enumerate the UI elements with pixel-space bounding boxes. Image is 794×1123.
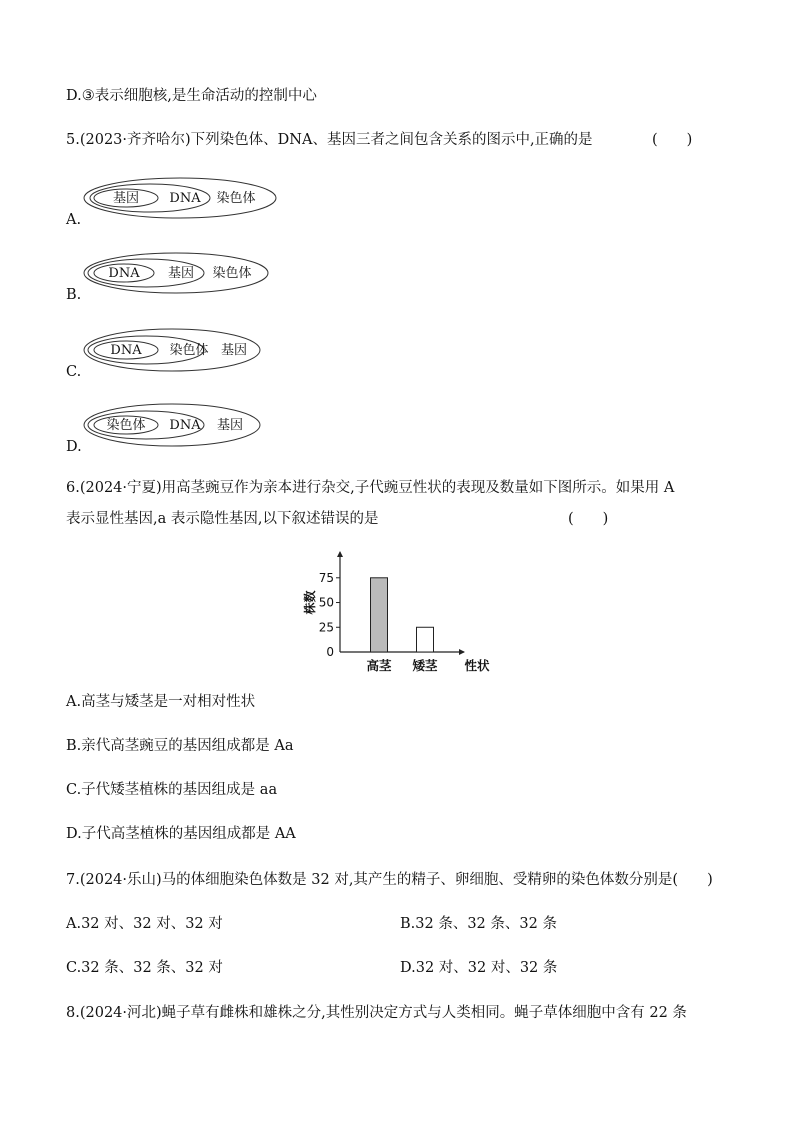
q5-option-d-letter[interactable]: D. bbox=[66, 439, 82, 455]
q5a-outer-label: 染色体 bbox=[216, 191, 256, 206]
q5d-inner-label: 染色体 bbox=[106, 418, 146, 433]
q7-option-d[interactable]: D.32 对、32 对、32 条 bbox=[400, 960, 558, 976]
q5-diagram-c bbox=[82, 327, 282, 377]
q5c-outer-label: 基因 bbox=[220, 343, 248, 358]
y-tick-label: 75 bbox=[318, 570, 334, 585]
q6-option-a[interactable]: A.高茎与矮茎是一对相对性状 bbox=[66, 694, 256, 710]
q7-option-a[interactable]: A.32 对、32 对、32 对 bbox=[66, 916, 223, 932]
q5-diagram-d bbox=[82, 402, 282, 452]
bar-2 bbox=[417, 627, 434, 652]
q5-diagram-a bbox=[82, 176, 282, 224]
y-tick-label: 0 bbox=[326, 645, 334, 659]
x-axis-label: 性状 bbox=[464, 658, 490, 673]
q6-answer-paren[interactable]: ( ) bbox=[568, 511, 609, 527]
q5b-inner-label: DNA bbox=[108, 266, 140, 281]
q5d-outer-label: 基因 bbox=[216, 418, 244, 433]
q4-option-d: D.③表示细胞核,是生命活动的控制中心 bbox=[66, 88, 317, 104]
q8-stem: 8.(2024·河北)蝇子草有雌株和雄株之分,其性别决定方式与人类相同。蝇子草体细胞中含有 22 条 bbox=[66, 1005, 687, 1021]
q7-stem: 7.(2024·乐山)马的体细胞染色体数是 32 对,其产生的精子、卵细胞、受精卵的染色体数分别是( ) bbox=[66, 872, 713, 888]
q5-option-b-letter[interactable]: B. bbox=[66, 287, 82, 303]
q5-option-a-letter[interactable]: A. bbox=[66, 212, 82, 228]
x-category-label: 矮茎 bbox=[412, 658, 438, 673]
q5b-outer-label: 染色体 bbox=[212, 266, 252, 281]
bar-1 bbox=[371, 578, 388, 652]
q6-option-b[interactable]: B.亲代高茎豌豆的基因组成都是 Aa bbox=[66, 738, 294, 754]
q5c-inner-label: DNA bbox=[110, 343, 142, 358]
q6-stem-line1: 6.(2024·宁夏)用高茎豌豆作为亲本进行杂交,子代豌豆性状的表现及数量如下图所示。如果用 A bbox=[66, 480, 675, 496]
y-axis-arrow bbox=[337, 551, 343, 557]
x-axis-arrow bbox=[459, 649, 465, 655]
q5-stem: 5.(2023·齐齐哈尔)下列染色体、DNA、基因三者之间包含关系的图示中,正确的是 bbox=[66, 132, 593, 148]
q5-answer-paren[interactable]: ( ) bbox=[652, 132, 693, 148]
q5a-middle-label: DNA bbox=[169, 191, 201, 206]
q5d-middle-label: DNA bbox=[169, 418, 201, 433]
y-tick-label: 25 bbox=[318, 620, 334, 635]
q5-diagram-b bbox=[82, 251, 282, 299]
q7-option-c[interactable]: C.32 条、32 条、32 对 bbox=[66, 960, 223, 976]
q5a-inner-label: 基因 bbox=[112, 191, 140, 206]
y-axis-label: 株数 bbox=[303, 590, 317, 615]
q6-stem-line2: 表示显性基因,a 表示隐性基因,以下叙述错误的是 bbox=[66, 511, 379, 527]
q7-option-b[interactable]: B.32 条、32 条、32 条 bbox=[400, 916, 557, 932]
q5-option-c-letter[interactable]: C. bbox=[66, 364, 82, 380]
q6-option-d[interactable]: D.子代高茎植株的基因组成都是 AA bbox=[66, 826, 296, 842]
q5c-middle-label: 染色体 bbox=[169, 343, 209, 358]
q6-bar-chart bbox=[294, 544, 504, 680]
q5b-middle-label: 基因 bbox=[167, 266, 195, 281]
q6-option-c[interactable]: C.子代矮茎植株的基因组成是 aa bbox=[66, 782, 278, 798]
y-tick-label: 50 bbox=[318, 595, 334, 610]
x-category-label: 高茎 bbox=[366, 658, 392, 673]
